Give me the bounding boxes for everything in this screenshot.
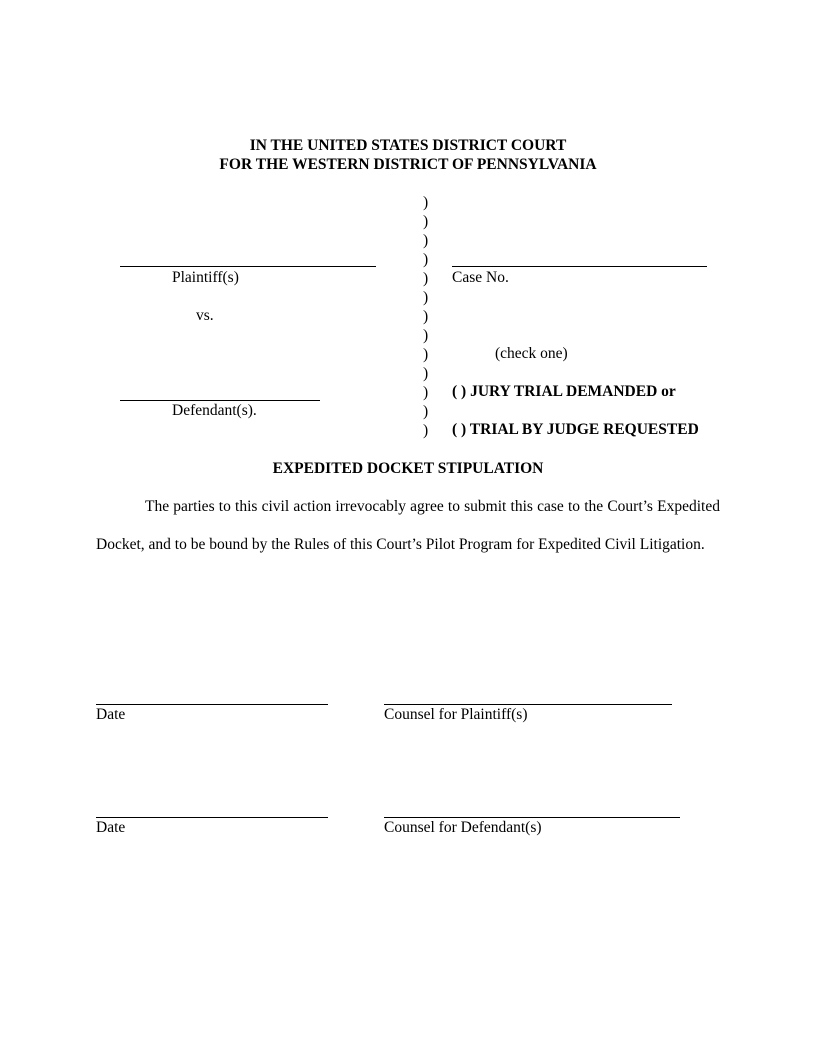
court-name: IN THE UNITED STATES DISTRICT COURT bbox=[249, 137, 567, 154]
paren: ) bbox=[423, 232, 429, 249]
defendant-counsel-label: Counsel for Defendant(s) bbox=[384, 819, 542, 836]
jury-trial-option[interactable]: ( ) JURY TRIAL DEMANDED or bbox=[452, 383, 676, 400]
date-label: Date bbox=[96, 819, 126, 836]
defendant-name-line[interactable] bbox=[120, 400, 320, 401]
check-one-label: (check one) bbox=[495, 345, 568, 362]
defendant-counsel-signature-line[interactable] bbox=[384, 817, 680, 818]
paren: ) bbox=[423, 422, 429, 439]
defendant-label: Defendant(s). bbox=[172, 402, 257, 419]
paren: ) bbox=[423, 327, 429, 344]
stipulation-body: The parties to this civil action irrevocably agree to submit this case to the Court’s Expedited Docket, and to be bound by the Rules of this Court’s Pilot Program for Expedited Civil Litigation. bbox=[96, 498, 720, 553]
court-district: FOR THE WESTERN DISTRICT OF PENNSYLVANIA bbox=[219, 156, 597, 173]
date-line[interactable] bbox=[96, 817, 328, 818]
case-number-label: Case No. bbox=[452, 269, 509, 286]
paren: ) bbox=[423, 270, 429, 287]
document-title: EXPEDITED DOCKET STIPULATION bbox=[272, 460, 544, 477]
judge-trial-option[interactable]: ( ) TRIAL BY JUDGE REQUESTED bbox=[452, 421, 699, 438]
paren: ) bbox=[423, 403, 429, 420]
paren: ) bbox=[423, 346, 429, 363]
paren: ) bbox=[423, 384, 429, 401]
paren: ) bbox=[423, 289, 429, 306]
versus-label: vs. bbox=[196, 307, 214, 324]
date-line[interactable] bbox=[96, 704, 328, 705]
paren: ) bbox=[423, 213, 429, 230]
plaintiff-label: Plaintiff(s) bbox=[172, 269, 239, 286]
paren: ) bbox=[423, 251, 429, 268]
plaintiff-counsel-label: Counsel for Plaintiff(s) bbox=[384, 706, 528, 723]
paren: ) bbox=[423, 194, 429, 211]
plaintiff-counsel-signature-line[interactable] bbox=[384, 704, 672, 705]
date-label: Date bbox=[96, 706, 126, 723]
paren: ) bbox=[423, 308, 429, 325]
case-number-line[interactable] bbox=[452, 266, 707, 267]
paren: ) bbox=[423, 365, 429, 382]
plaintiff-name-line[interactable] bbox=[120, 266, 376, 267]
